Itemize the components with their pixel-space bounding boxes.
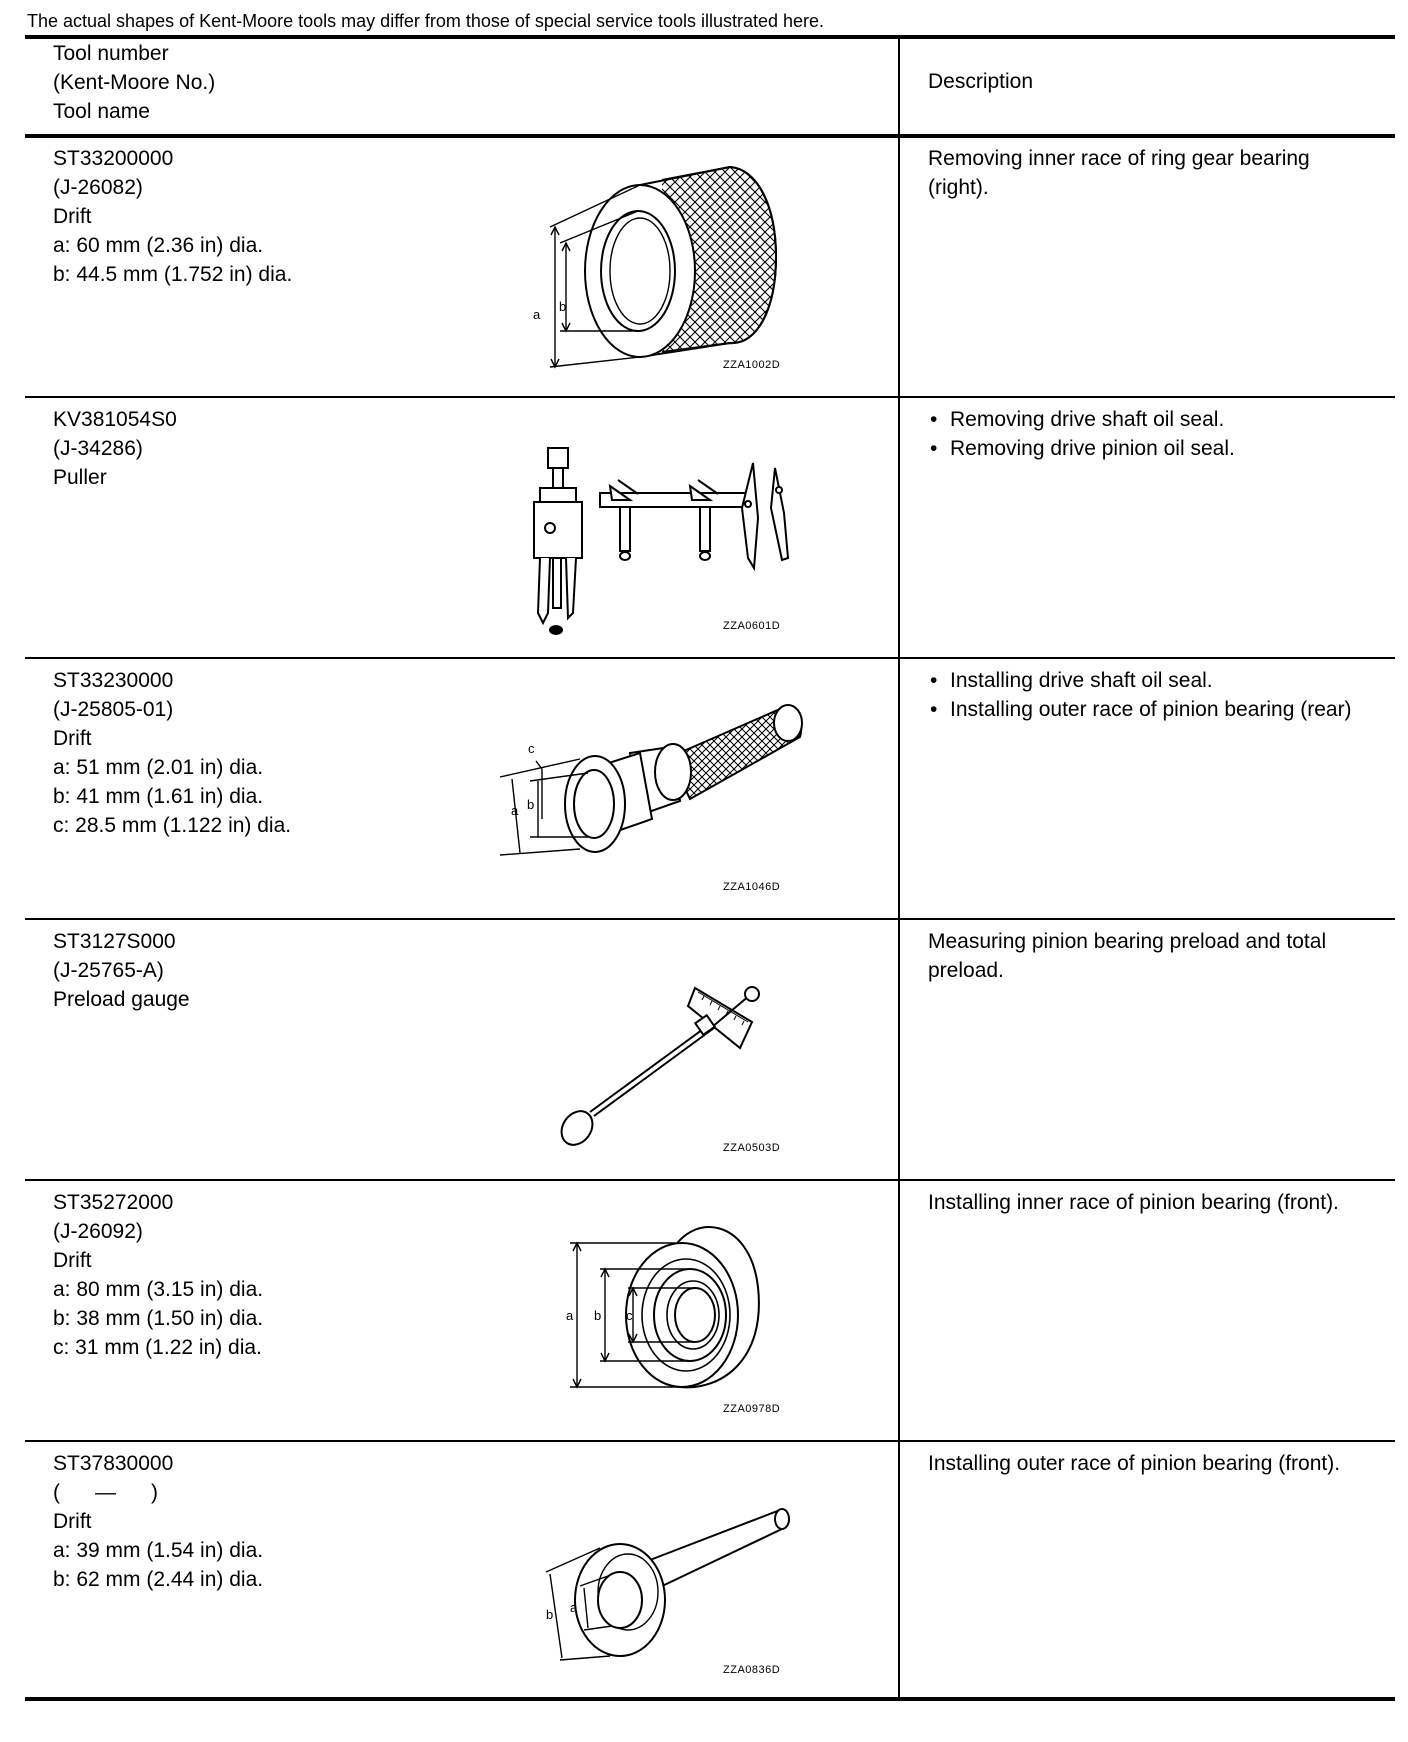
tool-name: Preload gauge [53,988,190,1011]
kent-moore-number: (J-25805-01) [53,698,174,721]
drift-illustration [490,1191,880,1436]
dimension-a: a: 39 mm (1.54 in) dia. [53,1539,264,1562]
table-row [25,920,1395,1180]
label-a: a [566,1308,574,1323]
tool-name: Drift [53,1249,92,1272]
table-row [25,137,1395,397]
description-cell [928,1449,1390,1478]
label-c: c [528,741,535,756]
figure-code: ZZA0978D [723,1403,781,1415]
tool-cell [53,1449,263,1594]
description-bullet: • Installing outer race of pinion bearing (rear) [928,695,1390,724]
tool-cell [53,1188,263,1362]
dimension-b: b: 62 mm (2.44 in) dia. [53,1568,264,1591]
label-b: b [527,797,535,812]
label-a: a [570,1600,578,1615]
tool-number: ST33230000 [53,669,174,692]
header-tool-column [53,39,215,126]
dimension-b: b: 41 mm (1.61 in) dia. [53,785,264,808]
disclaimer-note: The actual shapes of Kent-Moore tools may differ from those of special service tools illustrated here. [27,11,825,31]
kent-moore-number: (J-34286) [53,437,143,460]
puller-illustration [490,408,880,653]
label-a: a [511,803,519,818]
description-bullet: • Removing drive shaft oil seal. [928,405,1390,434]
dimension-c: c: 31 mm (1.22 in) dia. [53,1336,262,1359]
kent-moore-number: (J-26082) [53,176,143,199]
figure-code: ZZA1002D [723,359,781,371]
label-a: a [533,307,541,322]
tool-number: ST35272000 [53,1191,174,1214]
label-b: b [594,1308,602,1323]
tool-name: Drift [53,727,92,750]
figure-code: ZZA1046D [723,881,781,893]
table-row [25,1181,1395,1441]
table-bottom-rule [25,1697,1395,1701]
description-cell [928,144,1390,202]
description-bullet: • Installing drive shaft oil seal. [928,666,1390,695]
description-line: (right). [928,176,989,199]
description-line: preload. [928,959,1004,982]
description-cell [928,666,1390,724]
description-cell [928,1188,1390,1217]
table-row [25,398,1395,658]
tool-number: KV381054S0 [53,408,177,431]
header-kent-moore-no: (Kent-Moore No.) [53,71,216,94]
label-b: b [546,1607,554,1622]
dimension-b: b: 44.5 mm (1.752 in) dia. [53,263,293,286]
description-line: Measuring pinion bearing preload and total [928,930,1327,953]
tool-cell [53,927,190,1014]
header-description: Description [928,70,1034,93]
dimension-c: c: 28.5 mm (1.122 in) dia. [53,814,292,837]
drift-illustration [490,147,880,392]
tool-name: Drift [53,205,92,228]
tool-number: ST3127S000 [53,930,176,953]
description-bullet: • Removing drive pinion oil seal. [928,434,1390,463]
dimension-b: b: 38 mm (1.50 in) dia. [53,1307,264,1330]
kent-moore-number: ( — ) [53,1481,158,1504]
tool-number: ST37830000 [53,1452,174,1475]
kent-moore-number: (J-25765-A) [53,959,164,982]
description-line: Installing outer race of pinion bearing (front). [928,1452,1341,1475]
tool-name: Puller [53,466,107,489]
special-service-tools-table [25,35,1395,1701]
description-cell [928,927,1390,985]
drift-illustration [490,669,880,914]
dimension-a: a: 80 mm (3.15 in) dia. [53,1278,264,1301]
kent-moore-number: (J-26092) [53,1220,143,1243]
label-c: c [626,1308,633,1323]
preload-gauge-illustration [490,930,880,1175]
dimension-a: a: 51 mm (2.01 in) dia. [53,756,264,779]
description-line: Installing inner race of pinion bearing (front). [928,1191,1339,1214]
tool-cell [53,666,291,840]
figure-code: ZZA0601D [723,620,781,632]
tool-cell [53,405,177,492]
description-cell [928,405,1390,463]
tool-number: ST33200000 [53,147,174,170]
table-row [25,1442,1395,1698]
table-row [25,659,1395,919]
header-tool-number: Tool number [53,42,169,65]
table-top-rule [25,35,1395,39]
figure-code: ZZA0836D [723,1664,781,1676]
dimension-a: a: 60 mm (2.36 in) dia. [53,234,264,257]
header-tool-name: Tool name [53,100,150,123]
tool-cell [53,144,292,289]
description-line: Removing inner race of ring gear bearing [928,147,1310,170]
tool-name: Drift [53,1510,92,1533]
label-b: b [559,299,567,314]
figure-code: ZZA0503D [723,1142,781,1154]
drift-illustration [490,1452,880,1697]
